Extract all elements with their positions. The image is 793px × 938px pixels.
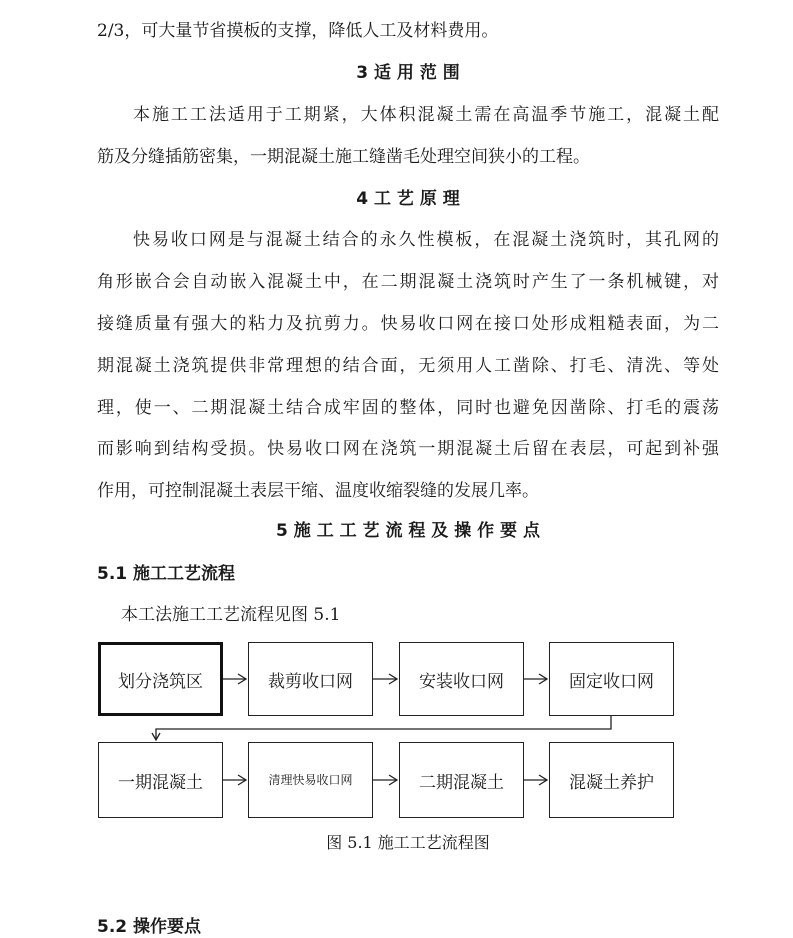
section-3-line-1: 本施工工法适用于工期紧，大体积混凝土需在高温季节施工，混凝土配 bbox=[133, 105, 719, 125]
section-4-line-4: 期混凝土浇筑提供非常理想的结合面，无须用人工凿除、打毛、清洗、等处 bbox=[97, 356, 719, 376]
section-4-line-1: 快易收口网是与混凝土结合的永久性模板，在混凝土浇筑时，其孔网的 bbox=[133, 230, 719, 250]
section-5-2-heading: 5.2 操作要点 bbox=[97, 917, 202, 937]
section-5-1-text: 本工法施工工艺流程见图 5.1 bbox=[121, 605, 341, 625]
flow-box-label: 一期混凝土 bbox=[118, 772, 203, 793]
flow-box-label: 二期混凝土 bbox=[419, 772, 504, 793]
section-4-line-3: 接缝质量有强大的粘力及抗剪力。快易收口网在接口处形成粗糙表面，为二 bbox=[97, 314, 719, 334]
section-5-1-heading: 5.1 施工工艺流程 bbox=[97, 564, 236, 584]
section-4-line-6: 而影响到结构受损。快易收口网在浇筑一期混凝土后留在表层，可起到补强 bbox=[97, 439, 719, 459]
figure-caption: 图 5.1 施工工艺流程图 bbox=[326, 833, 490, 852]
intro-line: 2/3，可大量节省摸板的支撑，降低人工及材料费用。 bbox=[97, 21, 499, 41]
section-3-line-2: 筋及分缝插筋密集，一期混凝土施工缝凿毛处理空间狭小的工程。 bbox=[97, 147, 590, 167]
section-4-line-5: 理，使一、二期混凝土结合成牢固的整体，同时也避免因凿除、打毛的震荡 bbox=[97, 398, 719, 418]
flow-box-label: 划分浇筑区 bbox=[118, 671, 203, 692]
section-4-heading: 4 工 艺 原 理 bbox=[356, 189, 460, 209]
section-4-line-2: 角形嵌合会自动嵌入混凝土中，在二期混凝土浇筑时产生了一条机械键，对 bbox=[97, 272, 719, 292]
flow-box-label: 固定收口网 bbox=[569, 671, 654, 692]
flow-box-label: 清理快易收口网 bbox=[268, 773, 353, 787]
flow-return-connector bbox=[156, 716, 611, 740]
flow-box-label: 混凝土养护 bbox=[569, 772, 654, 793]
section-3-heading: 3 适 用 范 围 bbox=[356, 63, 460, 83]
section-4-line-7: 作用，可控制混凝土表层干缩、温度收缩裂缝的发展几率。 bbox=[97, 481, 539, 501]
flow-box-label: 裁剪收口网 bbox=[268, 671, 353, 692]
flow-box-label: 安装收口网 bbox=[419, 671, 504, 692]
section-5-heading: 5 施 工 工 艺 流 程 及 操 作 要 点 bbox=[276, 521, 540, 541]
